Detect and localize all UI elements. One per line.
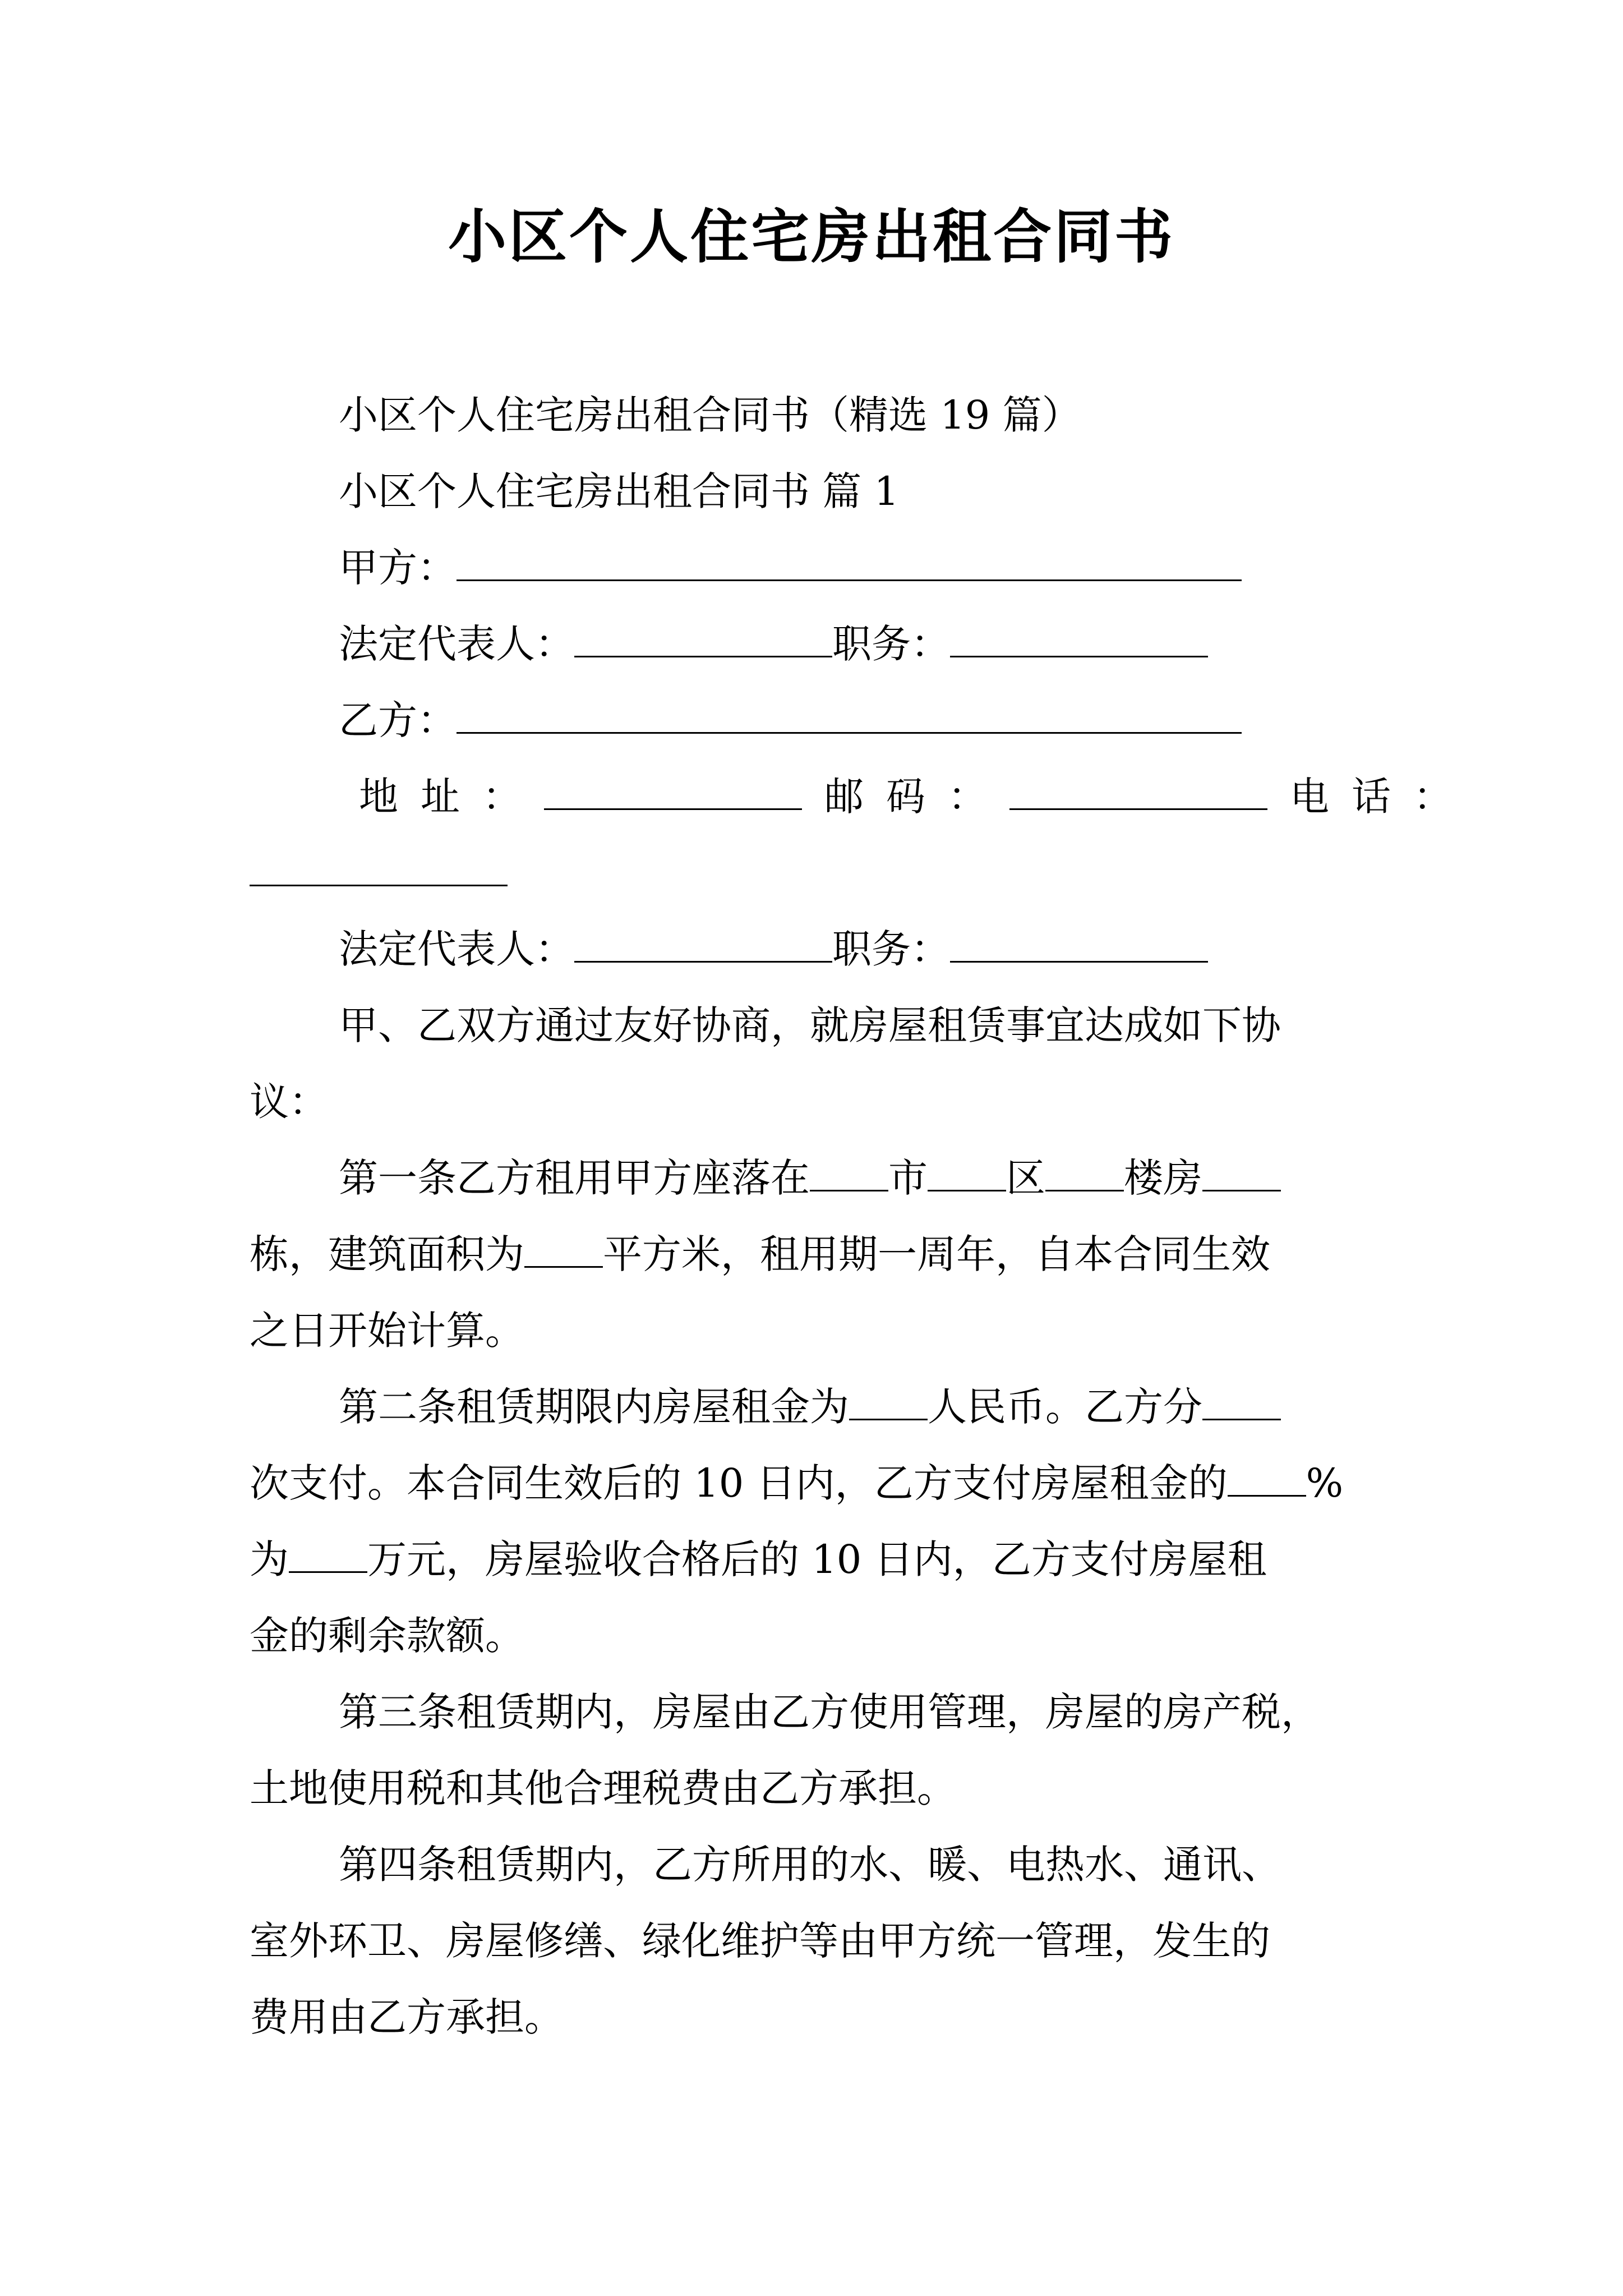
amount-blank: [289, 1532, 367, 1573]
building-number-blank: [1202, 1151, 1281, 1191]
article-4-line-1: 第四条租赁期内，乙方所用的水、暖、电热水、通讯、: [339, 1842, 1281, 1888]
party-b-blank: [457, 693, 1242, 734]
article-2-line-1: [339, 1379, 1281, 1435]
document-title: 小区个人住宅房出租合同书: [448, 202, 1175, 271]
city-blank: [810, 1151, 888, 1191]
party-a-blank: [457, 540, 1242, 581]
party-a-label: 甲方：: [339, 545, 457, 591]
city-label: 市: [888, 1155, 928, 1201]
legal-rep-label: 法定代表人：: [339, 621, 574, 667]
position-blank: [950, 616, 1208, 657]
intro-line-2: 议：: [250, 1079, 328, 1125]
installments-blank: [1202, 1379, 1281, 1420]
article-2-remaining-text: 万元，房屋验收合格后的 10 日内，乙方支付房屋租: [367, 1536, 1267, 1582]
article-2-line-4: 金的剩余款额。: [250, 1613, 524, 1659]
party-b-line: [339, 692, 1242, 748]
party-a-line: [339, 540, 1242, 596]
area-blank: [524, 1227, 603, 1268]
article-1-line-1: [339, 1150, 1281, 1206]
section-heading: 小区个人住宅房出租合同书 篇 1: [339, 468, 900, 514]
position-label-2: 职务：: [832, 926, 950, 972]
district-label: 区: [1006, 1155, 1045, 1201]
article-1-area-text: 栋，建筑面积为: [250, 1231, 524, 1277]
position-blank-2: [950, 922, 1208, 963]
legal-rep-label-2: 法定代表人：: [339, 926, 574, 972]
document-subtitle: 小区个人住宅房出租合同书（精选 19 篇）: [339, 392, 1081, 438]
rent-blank: [849, 1379, 928, 1420]
phone-blank: [250, 845, 508, 886]
party-b-label: 乙方：: [339, 697, 457, 743]
phone-blank-line: [250, 845, 508, 901]
address-label: 地址：: [359, 774, 544, 820]
address-line: [359, 769, 1475, 825]
postcode-blank: [1009, 769, 1267, 810]
article-1-text: 第一条乙方租用甲方座落在: [339, 1155, 810, 1201]
article-4-line-2: 室外环卫、房屋修缮、绿化维护等由甲方统一管理，发生的: [250, 1918, 1270, 1964]
address-blank: [544, 769, 802, 810]
article-4-line-3: 费用由乙方承担。: [250, 1994, 564, 2040]
district-blank: [928, 1151, 1006, 1191]
phone-label: 电话：: [1290, 774, 1475, 820]
postcode-label: 邮码：: [824, 774, 1009, 820]
building-label: 楼房: [1124, 1155, 1202, 1201]
legal-rep-line-2: [339, 921, 1208, 977]
position-label: 职务：: [832, 621, 950, 667]
article-2-text: 第二条租赁期限内房屋租金为: [339, 1384, 849, 1430]
legal-rep-line: [339, 616, 1208, 672]
article-2-line-2: [250, 1455, 1343, 1511]
article-2-line-3: [250, 1531, 1267, 1588]
legal-rep-blank-2: [574, 922, 832, 963]
article-2-as-text: 为: [250, 1536, 289, 1582]
article-2-payment-text: 次支付。本合同生效后的 10 日内，乙方支付房屋租金的: [250, 1460, 1228, 1506]
percent-sign: %: [1306, 1460, 1344, 1506]
article-1-line-3: 之日开始计算。: [250, 1308, 524, 1354]
legal-rep-blank: [574, 616, 832, 657]
intro-line-1: 甲、乙双方通过友好协商，就房屋租赁事宜达成如下协: [339, 1002, 1281, 1048]
article-3-line-1: 第三条租赁期内，房屋由乙方使用管理，房屋的房产税，: [339, 1689, 1320, 1735]
article-1-term-text: 平方米，租用期一周年，自本合同生效: [603, 1231, 1270, 1277]
article-1-line-2: [250, 1226, 1270, 1282]
percent-blank: [1228, 1456, 1306, 1497]
article-2-currency-text: 人民币。乙方分: [928, 1384, 1202, 1430]
building-blank: [1045, 1151, 1124, 1191]
article-3-line-2: 土地使用税和其他合理税费由乙方承担。: [250, 1765, 956, 1811]
